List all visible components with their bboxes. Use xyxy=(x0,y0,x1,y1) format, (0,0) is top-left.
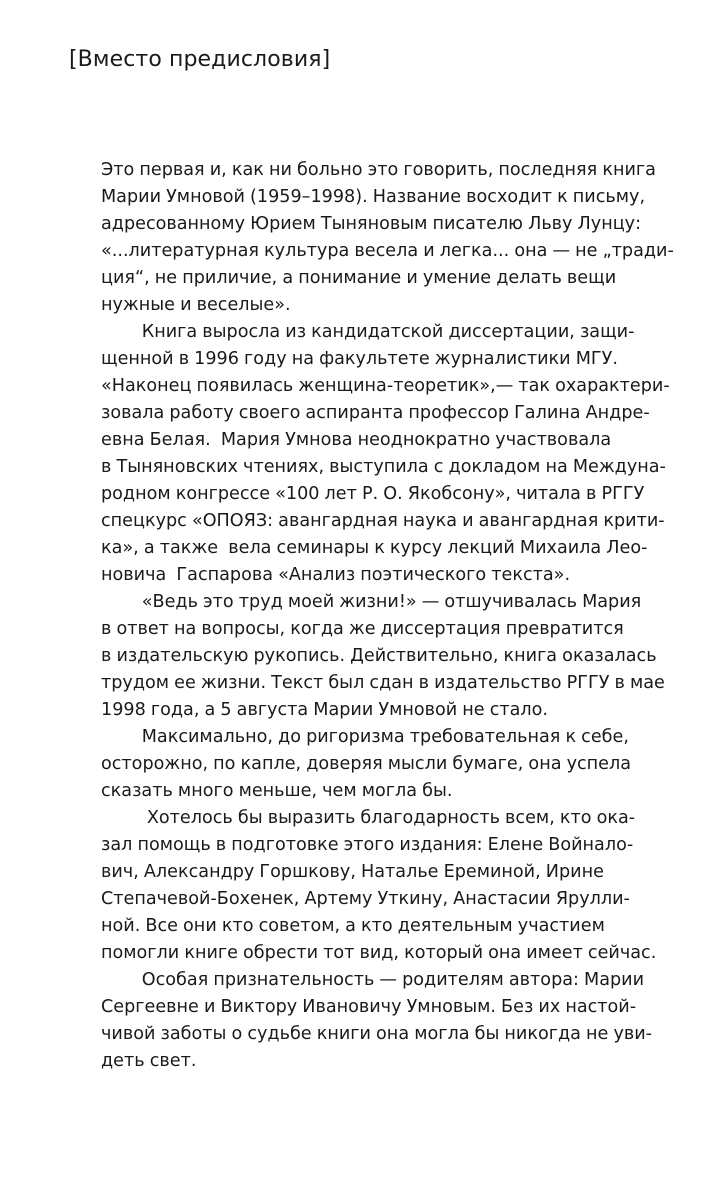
text-line: Особая признательность — родителям автора: Марии xyxy=(101,970,645,990)
text-line: помогли книге обрести тот вид, который она имеет сейчас. xyxy=(101,943,657,963)
text-line: ка», а также вела семинары к курсу лекций Михаила Лео- xyxy=(101,538,648,558)
text-line: осторожно, по капле, доверяя мысли бумаге, она успела xyxy=(101,754,632,774)
body-text xyxy=(101,157,674,1075)
text-line: ция“, не приличие, а понимание и умение делать вещи xyxy=(101,268,617,288)
text-line: Степачевой-Бохенек, Артему Уткину, Анастасии Ярулли- xyxy=(101,889,630,909)
text-line: Максимально, до ригоризма требовательная к себе, xyxy=(101,727,629,747)
text-line: чивой заботы о судьбе книги она могла бы никогда не уви- xyxy=(101,1024,653,1044)
text-line: вич, Александру Горшкову, Наталье Ереминой, Ирине xyxy=(101,862,604,882)
text-line: деть свет. xyxy=(101,1051,197,1071)
text-line: 1998 года, а 5 августа Марии Умновой не стало. xyxy=(101,700,549,720)
text-line: нужные и веселые». xyxy=(101,295,291,315)
text-line: щенной в 1996 году на факультете журналистики МГУ. xyxy=(101,349,618,369)
text-line: Сергеевне и Виктору Ивановичу Умновым. Без их настой- xyxy=(101,997,637,1017)
text-line: спецкурс «ОПОЯЗ: авангардная наука и авангардная крити- xyxy=(101,511,665,531)
section-heading: [Вместо предисловия] xyxy=(69,47,331,72)
text-line: Это первая и, как ни больно это говорить, последняя книга xyxy=(101,160,656,180)
text-line: Марии Умновой (1959–1998). Название восходит к письму, xyxy=(101,187,646,207)
text-line: сказать много меньше, чем могла бы. xyxy=(101,781,453,801)
text-line: зовала работу своего аспиранта профессор Галина Андре- xyxy=(101,403,650,423)
text-line: «Ведь это труд моей жизни!» — отшучивалась Мария xyxy=(101,592,642,612)
text-line: в Тыняновских чтениях, выступила с докладом на Междуна- xyxy=(101,457,666,477)
text-line: в издательскую рукопись. Действительно, книга оказалась xyxy=(101,646,657,666)
text-line: «...литературная культура весела и легка... она — не „тради- xyxy=(101,241,674,261)
text-line: новича Гаспарова «Анализ поэтического текста». xyxy=(101,565,571,585)
text-line: евна Белая. Мария Умнова неоднократно участвовала xyxy=(101,430,612,450)
text-line: в ответ на вопросы, когда же диссертация превратится xyxy=(101,619,624,639)
text-line: ной. Все они кто советом, а кто деятельным участием xyxy=(101,916,605,936)
text-line: зал помощь в подготовке этого издания: Елене Войнало- xyxy=(101,835,634,855)
text-line: Хотелось бы выразить благодарность всем, кто ока- xyxy=(101,808,636,828)
text-line: Книга выросла из кандидатской диссертации, защи- xyxy=(101,322,635,342)
text-line: «Наконец появилась женщина-теоретик»,— так охарактери- xyxy=(101,376,670,396)
text-line: трудом ее жизни. Текст был сдан в издательство РГГУ в мае xyxy=(101,673,665,693)
text-line: адресованному Юрием Тыняновым писателю Льву Лунцу: xyxy=(101,214,642,234)
text-line: родном конгрессе «100 лет Р. О. Якобсону», читала в РГГУ xyxy=(101,484,645,504)
